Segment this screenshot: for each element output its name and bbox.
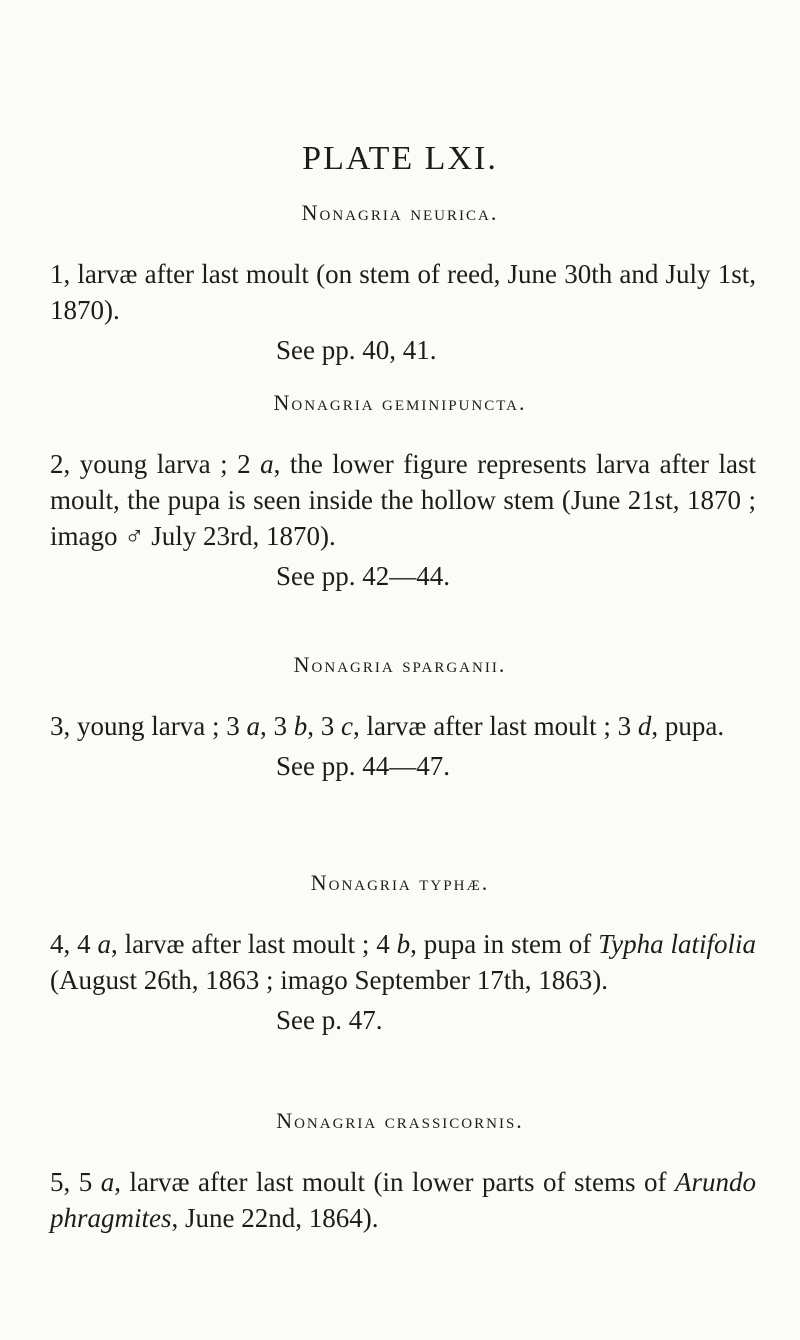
page-reference: See pp. 40, 41. (276, 335, 437, 365)
section-text: 5, 5 a, larvæ after last moult (in lower parts of stems of Arundo phragmites, June 22nd, 1864). (50, 1167, 757, 1233)
section-heading: Nonagria geminipuncta. (273, 390, 527, 415)
section-text: 2, young larva ; 2 a, the lower figure represents larva after last moult, the pupa is seen inside the hollow stem (June 21st, 1870 ; imago ♂ July 23rd, 1870). (50, 449, 756, 551)
section-heading: Nonagria sparganii. (293, 652, 507, 677)
section-typhae (0, 870, 800, 1038)
section-geminipuncta (0, 390, 800, 594)
section-text: 1, larvæ after last moult (on stem of reed, June 30th and July 1st, 1870). (50, 259, 756, 325)
page-reference: See pp. 44—47. (276, 751, 450, 781)
section-sparganii (0, 652, 800, 784)
section-heading: Nonagria neurica. (301, 200, 499, 225)
section-text: 3, young larva ; 3 a, 3 b, 3 c, larvæ after last moult ; 3 d, pupa. (50, 711, 725, 741)
section-heading: Nonagria crassicornis. (276, 1108, 524, 1133)
page-reference: See pp. 42—44. (276, 561, 450, 591)
section-crassicornis (0, 1108, 800, 1236)
section-heading: Nonagria typhæ. (310, 870, 490, 895)
section-neurica (0, 200, 800, 368)
page-reference: See p. 47. (276, 1005, 383, 1035)
section-text: 4, 4 a, larvæ after last moult ; 4 b, pupa in stem of Typha latifolia (August 26th, 1863 ; imago September 17th, 1863). (50, 929, 756, 995)
plate-title: PLATE LXI. (302, 140, 498, 177)
